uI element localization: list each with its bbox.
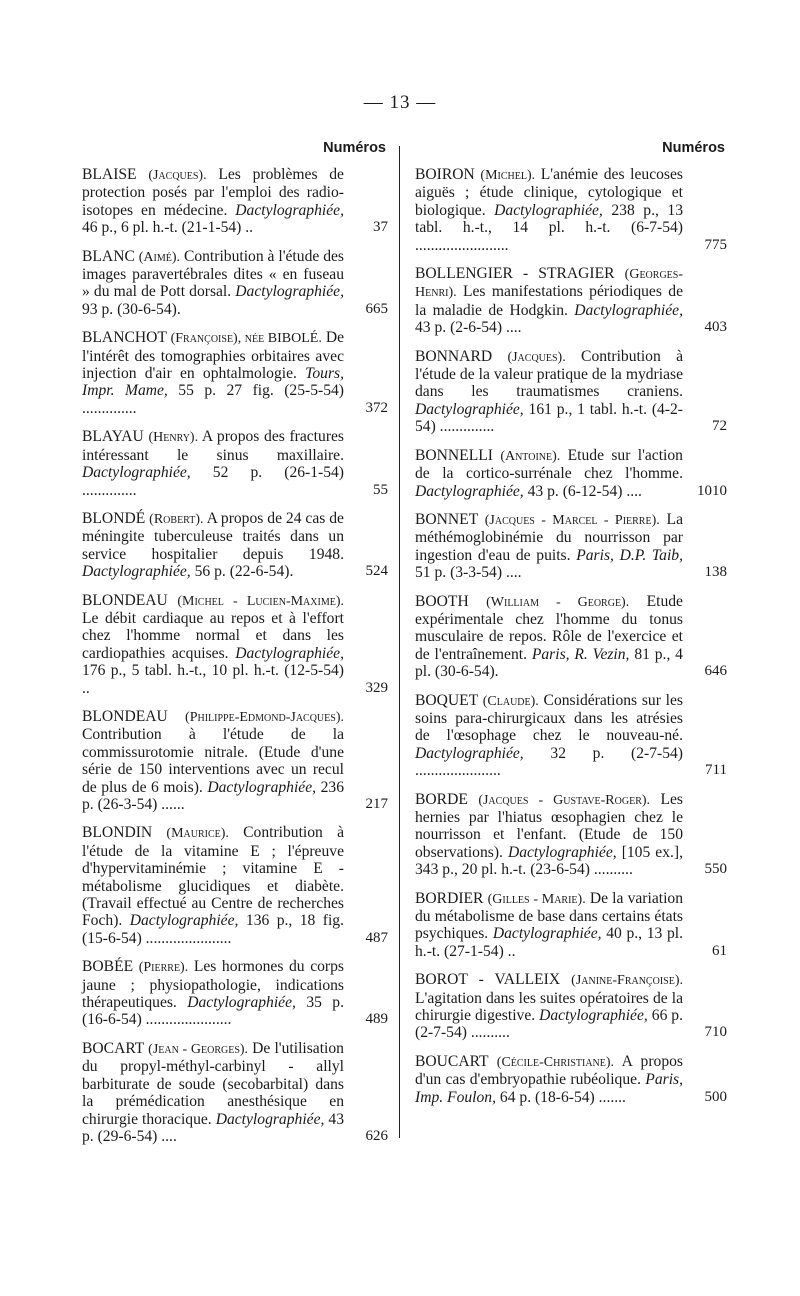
thesis-title: L'anémie des leucoses aiguës ; étude clinique, cytologique et biologique. xyxy=(415,166,683,219)
author-surname: BOIRON xyxy=(415,166,475,183)
publication-details: 161 p., 1 tabl. h.-t. (4-2-54) .............. xyxy=(415,400,683,436)
thesis-title: Contribution à l'étude des images paravertébrales dites « en fuseau » du mal de Pott dorsal. xyxy=(82,247,344,301)
bibliography-entry xyxy=(415,1053,727,1106)
thesis-title: Les hernies par l'hiatus œsophagien chez le nourrisson et l'enfant. (Etude de 150 observations). xyxy=(415,790,683,861)
author-forenames: (Françoise), née BIBOLÉ. xyxy=(170,331,322,347)
author-surname: BONNET xyxy=(415,510,478,528)
publication-source: Tours, Impr. Mame, xyxy=(82,365,344,400)
author-forenames: (Robert). xyxy=(149,511,204,527)
bibliography-entry xyxy=(415,265,727,337)
entry-list xyxy=(415,166,727,1106)
page-number: — 13 — xyxy=(363,92,437,113)
entry-number: 550 xyxy=(704,861,727,878)
author-forenames: (Georges-Henri). xyxy=(415,267,683,301)
thesis-title: Contribution à l'étude de la vitamine E ; l'épreuve d'hypervitaminémie ; vitamine E - métabolisme glucidiques et diabète. (Travail effectué au Centre de recherches Foch). xyxy=(82,824,344,930)
thesis-title: A propos d'un cas d'embryopathie rubéolique. xyxy=(415,1052,683,1089)
thesis-title: Les manifestations périodiques de la maladie de Hodgkin. xyxy=(415,283,684,319)
bibliography-entry xyxy=(82,510,388,581)
bibliography-entry xyxy=(82,166,388,237)
column-header: Numéros xyxy=(662,140,725,156)
author-forenames: (Cécile-Christiane). xyxy=(496,1054,615,1070)
author-forenames: (Aimé). xyxy=(138,249,181,265)
author-surname: BONNELLI xyxy=(415,446,493,464)
bibliography-entry xyxy=(82,248,388,319)
thesis-title: Le débit cardiaque au repos et à l'effort chez l'homme normal et dans les cardiopathies acquises. xyxy=(82,609,344,662)
publication-source: Paris, Imp. Foulon, xyxy=(415,1071,683,1106)
publication-details: 51 p. (3-3-54) .... xyxy=(415,564,522,582)
author-surname: BLAISE xyxy=(82,166,137,183)
author-surname: BOUCART xyxy=(415,1052,489,1070)
publication-source: Dactylographiée, xyxy=(494,201,603,219)
author-surname: BOLLENGIER - STRAGIER xyxy=(415,265,615,283)
publication-source: Dactylographiée, xyxy=(235,283,344,301)
publication-details: 40 p., 13 pl. h.-t. (27-1-54) .. xyxy=(415,925,683,960)
publication-source: Paris, R. Vezin, xyxy=(531,645,630,663)
left-column xyxy=(82,140,388,1156)
author-surname: BOROT - VALLEIX xyxy=(415,971,561,989)
author-surname: BLONDIN xyxy=(82,824,153,842)
publication-details: 236 p. (26-3-54) ...... xyxy=(82,778,344,813)
publication-details: 66 p. (2-7-54) .......... xyxy=(415,1007,683,1042)
author-forenames: (Claude). xyxy=(482,693,539,709)
entry-number: 37 xyxy=(373,219,388,236)
entry-number: 524 xyxy=(365,563,388,580)
author-surname: BLANC xyxy=(82,247,135,265)
publication-source: Dactylographiée, xyxy=(82,563,191,581)
entry-number: 626 xyxy=(365,1127,388,1144)
publication-source: Dactylographiée, xyxy=(574,301,683,319)
publication-details: 93 p. (30-6-54). xyxy=(82,300,181,318)
publication-source: Dactylographiée, xyxy=(82,464,191,482)
publication-source: Dactylographiée, xyxy=(207,778,317,796)
thesis-title: La méthémoglobinémie du nourrisson par ingestion d'eau de puits. xyxy=(415,510,683,564)
publication-details: 55 p. 27 fig. (25-5-54) .............. xyxy=(82,382,344,417)
publication-details: 46 p., 6 pl. h.-t. (21-1-54) .. xyxy=(82,219,254,237)
entry-number: 489 xyxy=(365,1011,388,1028)
publication-details: [105 ex.], 343 p., 20 pl. h.-t. (23-6-54) .......... xyxy=(415,843,683,879)
publication-source: Dactylographiée, xyxy=(415,744,524,762)
bibliography-entry xyxy=(82,1040,388,1145)
author-forenames: (Janine-Françoise). xyxy=(571,973,683,989)
publication-details: 35 p. (16-6-54) ...................... xyxy=(82,994,344,1029)
author-forenames: (Jacques - Marcel - Pierre). xyxy=(484,512,660,528)
author-surname: BLONDÉ xyxy=(82,509,146,527)
publication-details: 52 p. (26-1-54) .............. xyxy=(82,464,345,499)
publication-details: 81 p., 4 pl. (30-6-54). xyxy=(415,645,683,681)
entry-number: 138 xyxy=(704,564,727,581)
entry-number: 61 xyxy=(712,942,727,959)
author-surname: BLAYAU xyxy=(82,428,144,446)
entry-number: 372 xyxy=(365,399,388,416)
entry-number: 710 xyxy=(704,1024,727,1041)
bibliography-entry xyxy=(82,428,388,499)
author-surname: BLANCHOT xyxy=(82,329,167,347)
column-divider xyxy=(399,146,400,1138)
author-surname: BOBÉE xyxy=(82,958,134,976)
publication-details: 56 p. (22-6-54). xyxy=(194,563,294,581)
author-forenames: (Jean - Georges). xyxy=(148,1041,249,1057)
entry-number: 487 xyxy=(365,929,388,946)
bibliography-entry xyxy=(415,166,727,254)
entry-number: 711 xyxy=(705,762,727,779)
publication-details: 136 p., 18 fig. (15-6-54) ...................... xyxy=(82,912,345,947)
author-surname: BOOTH xyxy=(415,592,469,610)
publication-source: Dactylographiée, xyxy=(415,482,524,500)
thesis-title: A propos de 24 cas de méningite tuberculeuse traités dans un service hospitalier depuis 1948. xyxy=(82,509,344,563)
bibliography-entry xyxy=(82,708,388,813)
author-forenames: (Michel - Lucien-Maxime). xyxy=(177,593,344,609)
bibliography-entry xyxy=(82,329,388,417)
column-header: Numéros xyxy=(323,140,386,156)
bibliography-entry xyxy=(415,692,727,780)
thesis-title: Etude expérimentale chez l'homme du tonus musculaire de repos. Rôle de l'exercice et de l'entraînement. xyxy=(415,592,683,663)
publication-source: Dactylographiée, xyxy=(415,400,524,418)
author-forenames: (William - George). xyxy=(486,594,630,610)
thesis-title: Les problèmes de protection posés par l'emploi des radio-isotopes en médecine. xyxy=(82,166,344,219)
thesis-title: De l'intérêt des tomographies orbitaires avec injection d'air en ophtalmologie. xyxy=(82,329,344,383)
author-forenames: (Antoine). xyxy=(500,448,561,464)
bibliography-entry xyxy=(415,348,727,436)
author-surname: BLONDEAU xyxy=(82,591,168,609)
author-surname: BORDE xyxy=(415,790,468,808)
thesis-title: A propos des fractures intéressant le sinus maxillaire. xyxy=(82,428,344,464)
entry-number: 72 xyxy=(712,418,727,435)
thesis-title: De l'utilisation du propyl-méthyl-carbinyl - allyl barbiturate de soude (secobarbital) dans la prémédication anesthésique en chirurgie thoracique. xyxy=(82,1039,344,1128)
bibliography-entry xyxy=(415,447,727,500)
entry-number: 403 xyxy=(704,319,727,336)
entry-number: 665 xyxy=(365,300,388,317)
publication-source: Dactylographiée, xyxy=(539,1007,648,1025)
bibliography-entry xyxy=(82,592,388,697)
publication-source: Paris, D.P. Taib, xyxy=(576,546,683,564)
entry-number: 500 xyxy=(704,1088,727,1105)
bibliography-entry xyxy=(82,958,388,1029)
entry-number: 646 xyxy=(704,663,727,680)
publication-details: 176 p., 5 tabl. h.-t., 10 pl. h.-t. (12-5-54) .. xyxy=(82,662,344,697)
publication-details: 238 p., 13 tabl. h.-t., 14 pl. h.-t. (6-7-54) ........................ xyxy=(415,201,683,254)
entry-number: 329 xyxy=(365,679,388,696)
bibliography-entry xyxy=(415,791,727,879)
publication-source: Dactylographiée, xyxy=(129,912,239,930)
right-column xyxy=(415,140,727,1117)
publication-source: Dactylographiée, xyxy=(215,1110,325,1128)
author-forenames: (Gilles - Marie). xyxy=(487,891,586,907)
author-forenames: (Pierre). xyxy=(138,960,189,976)
publication-source: Dactylographiée, xyxy=(235,201,344,219)
thesis-title: De la variation du métabolisme de base dans certains états psychiques. xyxy=(415,889,684,943)
bibliography-entry xyxy=(415,890,727,961)
thesis-title: Contribution à l'étude de la valeur pratique de la mydriase dans les traumatismes craniens. xyxy=(415,347,683,401)
thesis-title: Considérations sur les soins para-chirurgicaux dans les atrésies de l'œsophage chez le nouveau-né. xyxy=(415,691,683,745)
author-forenames: (Michel). xyxy=(480,168,536,183)
publication-details: 32 p. (2-7-54) ...................... xyxy=(415,744,683,780)
thesis-title: Etude sur l'action de la cortico-surrénale chez l'homme. xyxy=(415,446,683,483)
thesis-title: L'agitation dans les suites opératoires de la chirurgie digestive. xyxy=(415,989,683,1025)
bibliography-entry xyxy=(82,824,388,947)
author-forenames: (Jacques). xyxy=(148,168,207,183)
author-forenames: (Maurice). xyxy=(166,826,229,842)
publication-details: 43 p. (2-6-54) .... xyxy=(415,319,522,337)
author-forenames: (Philippe-Edmond-Jacques). xyxy=(185,709,344,725)
publication-source: Dactylographiée, xyxy=(235,644,344,662)
entry-number: 55 xyxy=(373,481,388,498)
bibliography-entry xyxy=(415,511,727,582)
publication-source: Dactylographiée, xyxy=(492,925,602,943)
entry-number: 217 xyxy=(365,796,388,812)
entry-number: 1010 xyxy=(697,482,727,499)
author-forenames: (Jacques - Gustave-Roger). xyxy=(478,792,651,808)
publication-details: 43 p. (6-12-54) .... xyxy=(527,482,642,500)
publication-details: 43 p. (29-6-54) .... xyxy=(82,1110,344,1145)
author-forenames: (Henry). xyxy=(148,430,199,446)
publication-source: Dactylographiée, xyxy=(507,843,617,861)
author-forenames: (Jacques). xyxy=(507,349,566,365)
author-surname: BOCART xyxy=(82,1039,145,1057)
entry-number: 775 xyxy=(704,236,727,253)
thesis-title: Les hormones du corps jaune ; physiopathologie, indications thérapeutiques. xyxy=(82,958,344,1012)
publication-source: Dactylographiée, xyxy=(187,994,296,1012)
bibliography-entry xyxy=(415,971,727,1042)
thesis-title: Contribution à l'étude de la commissurotomie nitrale. (Etude d'une série de 150 interventions avec un recul de plus de 6 mois). xyxy=(82,726,344,796)
author-surname: BORDIER xyxy=(415,889,484,907)
author-surname: BONNARD xyxy=(415,347,493,365)
entry-list xyxy=(82,166,388,1145)
publication-details: 64 p. (18-6-54) ....... xyxy=(499,1088,626,1106)
author-surname: BLONDEAU xyxy=(82,707,168,725)
author-surname: BOQUET xyxy=(415,691,478,709)
bibliography-entry xyxy=(415,593,727,681)
